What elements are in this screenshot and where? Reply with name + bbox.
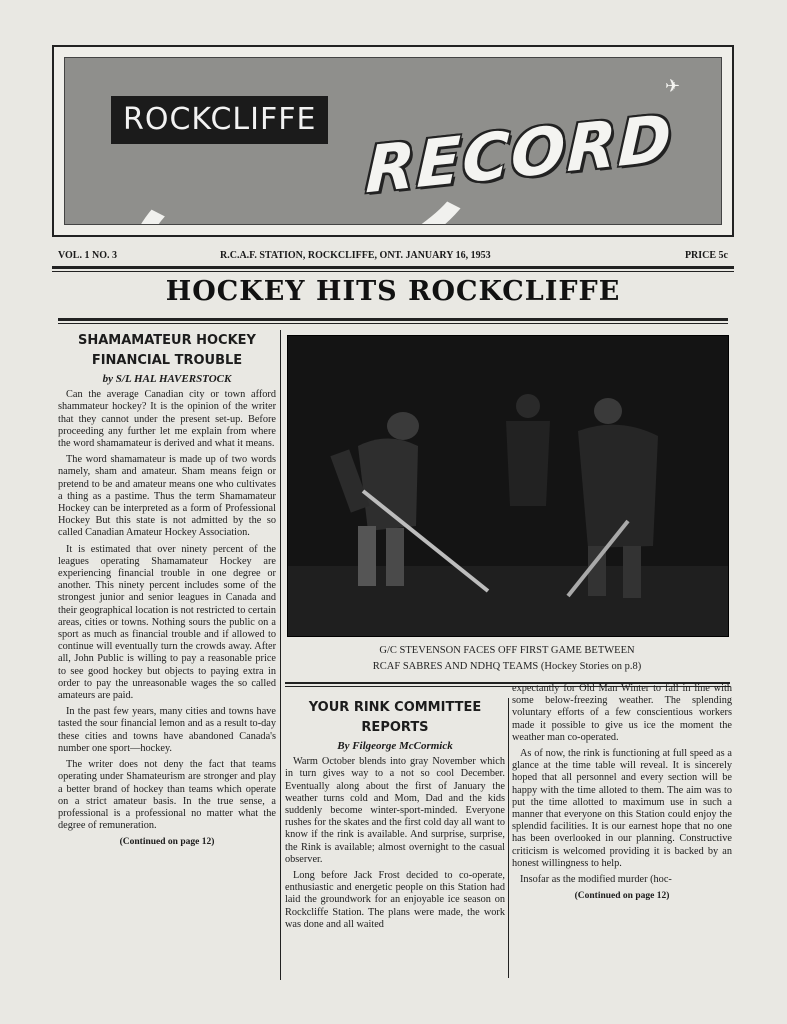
masthead-brand: ROCKCLIFFE bbox=[111, 96, 328, 144]
divider bbox=[52, 271, 734, 272]
article-title: YOUR RINK COMMITTEE bbox=[308, 700, 482, 715]
divider bbox=[58, 323, 728, 324]
paragraph: Warm October blends into gray November which in turn gives way to a not so cool December. Eventually along about the first of January the weather turns cold and Mom, Dad and the kids suddenly become winter-sport-minded. Everyone rushes for the skates and the first cold day all want to know if the rink is available. And surprise, surprise, the Rink is available; almost overnight to the casual observer. bbox=[285, 756, 505, 865]
paragraph: The writer does not deny the fact that teams operating under Shamateurism are stronger and play a better brand of hockey than teams which operate on a strict amateur basis. In the true sense, a professional is a professional no matter what the degree of remuneration. bbox=[58, 759, 276, 832]
station-date: R.C.A.F. STATION, ROCKCLIFFE, ONT. JANUARY 16, 1953 bbox=[220, 250, 491, 261]
dateline bbox=[52, 246, 734, 264]
hockey-photo bbox=[287, 335, 729, 637]
article-shamamateur bbox=[58, 333, 276, 849]
column-divider bbox=[280, 330, 281, 980]
article-title: SHAMAMATEUR HOCKEY bbox=[78, 333, 256, 348]
volume-number: VOL. 1 NO. 3 bbox=[58, 250, 117, 261]
jet-icon: ✈ bbox=[665, 76, 681, 97]
masthead-banner bbox=[64, 57, 722, 225]
masthead-title: RECORD bbox=[364, 101, 675, 209]
article-byline: by S/L HAL HAVERSTOCK bbox=[102, 373, 232, 385]
paragraph: It is estimated that over ninety percent of the leagues operating Shamamateur Hockey are experiencing financial trouble in one degree or another. This ninety percent includes some of the strongest junior and senior leagues in Canada and their geographical location is not restricted to certain areas, cities or towns. Nothing sours the public on a sport as much as financial trouble and if allowed to continue will eventually turn the crowds away. After all, John Public is willing to pay a reasonable price to see good hockey but objects to paying extra in order to pay the unreasonable wages the so called amateurs are paid. bbox=[58, 543, 276, 702]
hockey-players-image bbox=[288, 336, 728, 636]
paragraph: In the past few years, many cities and towns have tasted the sour financial lemon and as a result to-day these cities and towns have abandoned Canada's number one sport—hockey. bbox=[58, 706, 276, 754]
continued-note: (Continued on page 12) bbox=[574, 891, 670, 902]
price: PRICE 5c bbox=[684, 250, 728, 261]
main-headline: HOCKEY HITS ROCKCLIFFE bbox=[165, 276, 621, 307]
paragraph: Long before Jack Frost decided to co-operate, enthusiastic and energetic people on this Station had laid the groundwork for an enjoyable ice season on Rockcliffe Station. The plans were made, the work was done and all waited bbox=[285, 870, 505, 930]
continued-note: (Continued on page 12) bbox=[119, 837, 215, 848]
photo-caption bbox=[290, 643, 724, 675]
article-title: REPORTS bbox=[361, 720, 429, 735]
masthead bbox=[52, 45, 734, 237]
article-rink-committee-continued bbox=[512, 683, 732, 902]
paragraph: Insofar as the modified murder (hoc- bbox=[520, 874, 672, 886]
divider bbox=[52, 266, 734, 269]
caption-line: G/C STEVENSON FACES OFF FIRST GAME BETWEEN bbox=[379, 645, 635, 656]
article-title: FINANCIAL TROUBLE bbox=[91, 353, 243, 368]
column-divider bbox=[508, 698, 509, 978]
caption-line: RCAF SABRES AND NDHQ TEAMS (Hockey Stories on p.8) bbox=[372, 661, 642, 672]
paragraph: Can the average Canadian city or town afford shammateur hockey? It is the opinion of the writer that they cannot under the present set-up. Before proceeding any further let me explain from where the word shamamateur is derived and what it means. bbox=[58, 389, 276, 450]
article-rink-committee bbox=[285, 700, 505, 935]
divider bbox=[58, 318, 728, 321]
paragraph: The word shamamateur is made up of two words namely, sham and amateur. Sham means feign or pretend to be and amateur means one who cultivates a thing as a pastime. Thus the term Shamamateur Hockey can be interpreted as a form of Professional Hockey But this state is not admitted by the so called Canadian Amateur Hockey Association. bbox=[58, 454, 276, 539]
article-byline: By Filgeorge McCormick bbox=[337, 740, 453, 752]
paragraph: expectantly for Old Man Winter to fall in line with some below-freezing weather. The splending voluntary efforts of a few conscientious workers made it possible to give us ice the moment the weather man co-operated. bbox=[512, 683, 732, 743]
paragraph: As of now, the rink is functioning at full speed as a glance at the time table will reveal. It is sincerely hoped that all personnel and every section will be happy with the time alloted to them. The aim was to put the time allotted to maximum use in such a manner that everyone on this Station could enjoy the splendid facilities. It is our earnest hope that no one has been overlooked in our planning. Constructive criticism is welcomed providing it is backed by an honest willingness to help. bbox=[512, 748, 732, 869]
